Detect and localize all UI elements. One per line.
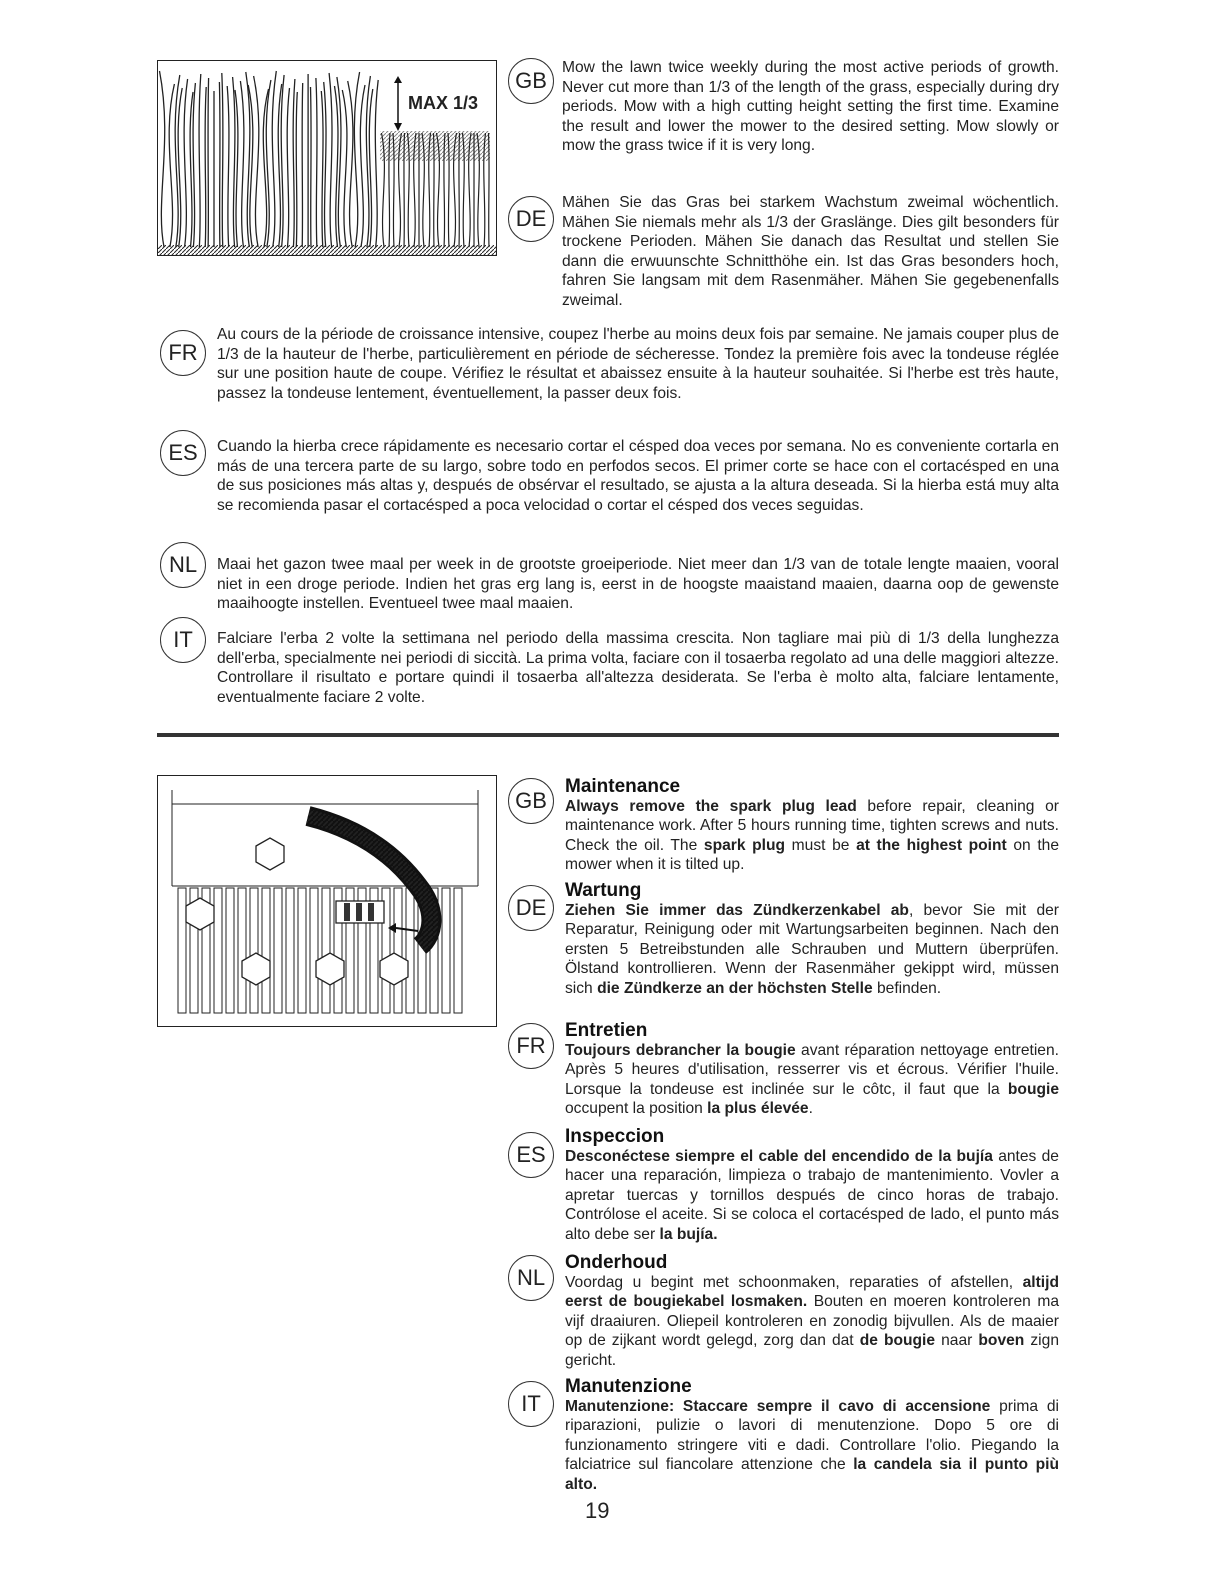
section-title-fr: Entretien xyxy=(565,1020,648,1041)
section-title-de: Wartung xyxy=(565,880,642,901)
lang-badge-it: IT xyxy=(160,617,206,663)
mowing-text-es: Cuando la hierba crece rápidamente es necesario cortar el césped doa veces por semana. No es conveniente cortarla en más de una tercera parte de su largo, sobre todo en perfodos secos. El primer corte se hace con el cortacésped en una de sus posiciones más altas y, después de obsérvar el resultado, se ajusta a la altura deseada. Si la hierba está muy alta se recomienda pasar el cortacésped a poca velocidad o cortar el césped dos veces seguidas. xyxy=(217,438,1059,514)
lang-badge-es-maint: ES xyxy=(508,1132,554,1178)
mowing-text-gb: Mow the lawn twice weekly during the most active periods of growth. Never cut more than 1/3 of the length of the grass, especially during dry periods. Mow with a high cutting height setting the first time. Examine the result and lower the mower to the desired setting. Mow slowly or mow the grass twice if it is very long. xyxy=(562,59,1059,155)
maintenance-section-gb xyxy=(565,776,1059,875)
maintenance-section-it xyxy=(565,1376,1059,1494)
lang-badge-gb: GB xyxy=(508,58,554,104)
lang-badge-fr: FR xyxy=(160,330,206,376)
section-text-nl: Voordag u begint met schoonmaken, reparaties of afstellen, altijd eerst de bougiekabel losmaken. Bouten en moeren kontroleren ma vijf draaiuren. Oliepeil kontroleren en zonodig bijvullen. Als de maaier op de zijkant wordt gelegd, zorg dan dat de bougie naar boven zign gericht. xyxy=(565,1274,1059,1369)
section-title-it: Manutenzione xyxy=(565,1376,692,1397)
section-text-de: Ziehen Sie immer das Zündkerzenkabel ab, bevor Sie mit der Reparatur, Reinigung oder mit Wartungsarbeiten beginnen. Nach den ersten 5 Betreibstunden alle Schrauben und Muttern überprüfen. Ölstand kontrollieren. Wenn der Rasenmäher gekippt wird, müssen sich die Zündkerze an der höchsten Stelle befinden. xyxy=(565,902,1059,997)
page-number: 19 xyxy=(585,1498,610,1523)
section-text-it: Manutenzione: Staccare sempre il cavo di accensione prima di riparazioni, pulizie o lavori di menutenzione. Dopo 5 ore di funzionamento stringere viti e dadi. Controllare l'olio. Piegando la falciatrice sul fiancolare attenzione che la candela sia il punto più alto. xyxy=(565,1398,1060,1493)
grass-illustration xyxy=(157,60,497,256)
maintenance-section-nl xyxy=(565,1252,1059,1370)
lang-badge-de: DE xyxy=(508,196,554,242)
lang-badge-fr-maint: FR xyxy=(508,1023,554,1069)
section-text-es: Desconéctese siempre el cable del encendido de la bujía antes de hacer una reparación, limpieza o trabajo de mantenimiento. Vovler a apretar tuercas y tornillos después de cinco horas de trabajo. Contrólose el aceite. Si se coloca el cortacésped de lado, el punto más alto debe ser la bujía. xyxy=(565,1148,1059,1243)
lang-badge-it-maint: IT xyxy=(508,1381,554,1427)
maintenance-section-es xyxy=(565,1126,1059,1244)
section-title-nl: Onderhoud xyxy=(565,1252,668,1273)
mowing-text-de: Mähen Sie das Gras bei starkem Wachstum zweimal wöchentlich. Mähen Sie niemals mehr als 1/3 der Graslänge. Dies gilt besonders für trockene Perioden. Mähen Sie danach das Resultat und stellen Sie dann die erwuunschte Schnitthöhe ein. Ist das Gras besonders hoch, fahren Sie langsam mit dem Rasenmäher. Mähen Sie gegebenenfalls zweimal. xyxy=(562,194,1059,309)
grass-drawing xyxy=(158,61,497,256)
mowing-text-nl: Maai het gazon twee maal per week in de grootste groeiperiode. Niet meer dan 1/3 van de totale lengte maaien, vooral niet in een droge periode. Indien het gras erg lang is, eerst in de hoogste maaistand maaien, daarna oop de gewenste maaihoogte instellen. Eventueel twee maal maaien. xyxy=(217,556,1059,613)
spark-plug-illustration xyxy=(157,775,497,1027)
section-divider xyxy=(157,733,1059,737)
mowing-text-it: Falciare l'erba 2 volte la settimana nel periodo della massima crescita. Non tagliare mai più di 1/3 della lunghezza dell'erba, specialmente nei periodi di siccità. La prima volta, faciare con il tosaerba regolato ad una delle maggiori altezze. Controllare il risultato e portare quindi il tosaerba all'altezza desiderata. Se l'erba è molto alta, falciare lentamente, eventualmente faciare 2 volte. xyxy=(217,630,1059,706)
lang-badge-gb-maint: GB xyxy=(508,778,554,824)
maintenance-section-de xyxy=(565,880,1059,998)
section-title-es: Inspeccion xyxy=(565,1126,665,1147)
lang-badge-nl-maint: NL xyxy=(508,1255,554,1301)
engine-drawing xyxy=(158,776,497,1027)
max-cut-label: MAX 1/3 xyxy=(408,93,479,113)
section-text-gb: Always remove the spark plug lead before repair, cleaning or maintenance work. After 5 hours running time, tighten screws and nuts. Check the oil. The spark plug must be at the highest point on the mower when it is tilted up. xyxy=(565,798,1060,874)
maintenance-section-fr xyxy=(565,1020,1059,1119)
mowing-text-fr: Au cours de la période de croissance intensive, coupez l'herbe au moins deux fois par semaine. Ne jamais couper plus de 1/3 de la hauteur de l'herbe, particulièrement en période de sécheresse. Tondez la première fois avec la tondeuse réglée sur une position haute de coupe. Vérifiez le résultat et abaissez ensuite à la hauteur souhaitée. Si l'herbe est très haute, passez la tondeuse lentement, éventuellement, la passer deux fois. xyxy=(217,326,1059,402)
lang-badge-nl: NL xyxy=(160,542,206,588)
lang-badge-es: ES xyxy=(160,430,206,476)
section-title-gb: Maintenance xyxy=(565,776,681,797)
section-text-fr: Toujours debrancher la bougie avant réparation nettoyage entretien. Après 5 heures d'utilisation, resserrer vis et écrous. Vérifier l'huile. Lorsque la tondeuse est inclinée sur le côtc, il faut que la bougie occupent la position la plus élevée. xyxy=(565,1042,1059,1118)
lang-badge-de-maint: DE xyxy=(508,885,554,931)
